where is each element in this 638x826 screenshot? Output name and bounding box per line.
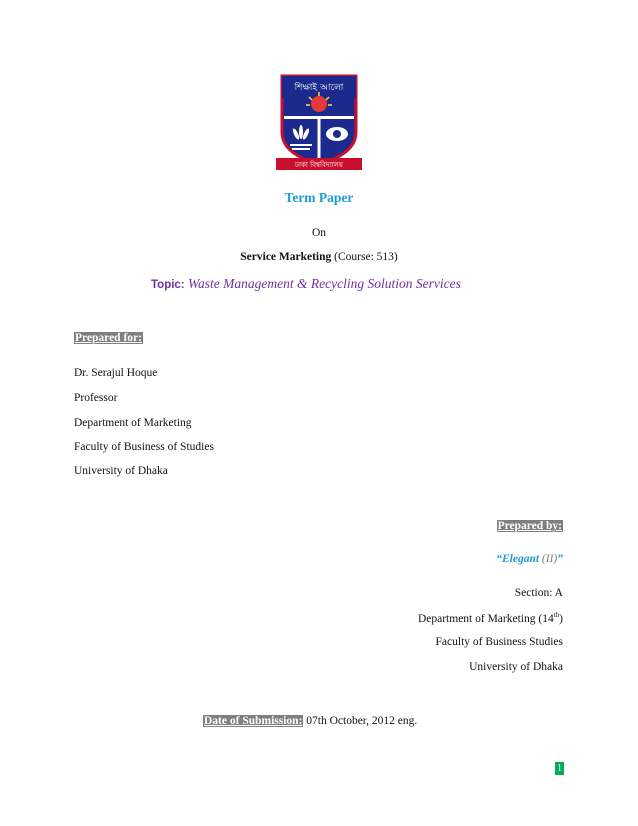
recipient-faculty: Faculty of Business of Studies (74, 441, 214, 453)
university-logo (276, 72, 362, 172)
submission-date-value: 07th October, 2012 eng. (303, 715, 418, 727)
recipient-university: University of Dhaka (74, 465, 168, 477)
prepared-by-label: Prepared by: (497, 520, 562, 532)
group-name-line: “Elegant (II)” (496, 553, 563, 565)
submission-date-line (203, 715, 417, 727)
author-faculty: Faculty of Business Studies (435, 636, 563, 648)
prepared-for-label: Prepared for: (75, 332, 142, 344)
page-title: Term Paper (284, 190, 354, 205)
prepared-by-heading (497, 520, 563, 532)
group-suffix: (II) (539, 553, 558, 565)
course-line (0, 251, 638, 263)
seal-text-top: শিক্ষাই আলো (294, 83, 344, 93)
group-name: Elegant (501, 553, 540, 565)
recipient-name: Dr. Serajul Hoque (74, 367, 158, 379)
topic-label: Topic: (151, 279, 185, 291)
page-number: 1 (557, 763, 562, 774)
recipient-title: Professor (74, 392, 118, 404)
section-line: Section: A (514, 587, 563, 599)
recipient-department: Department of Marketing (74, 417, 192, 429)
topic-value: Waste Management & Recycling Solution Services (188, 276, 461, 291)
seal-text-bottom: ঢাকা বিশ্ববিদ্যালয় (294, 161, 344, 169)
topic-line (151, 276, 461, 292)
course-name: Service Marketing (240, 251, 332, 263)
subtitle-on: On (311, 227, 327, 239)
prepared-for-heading (74, 332, 143, 344)
submission-date-label: Date of Submission: (204, 715, 303, 727)
author-university: University of Dhaka (469, 661, 563, 673)
author-department: Department of Marketing (14th) (417, 611, 563, 625)
course-number: (Course: 513) (331, 251, 398, 263)
